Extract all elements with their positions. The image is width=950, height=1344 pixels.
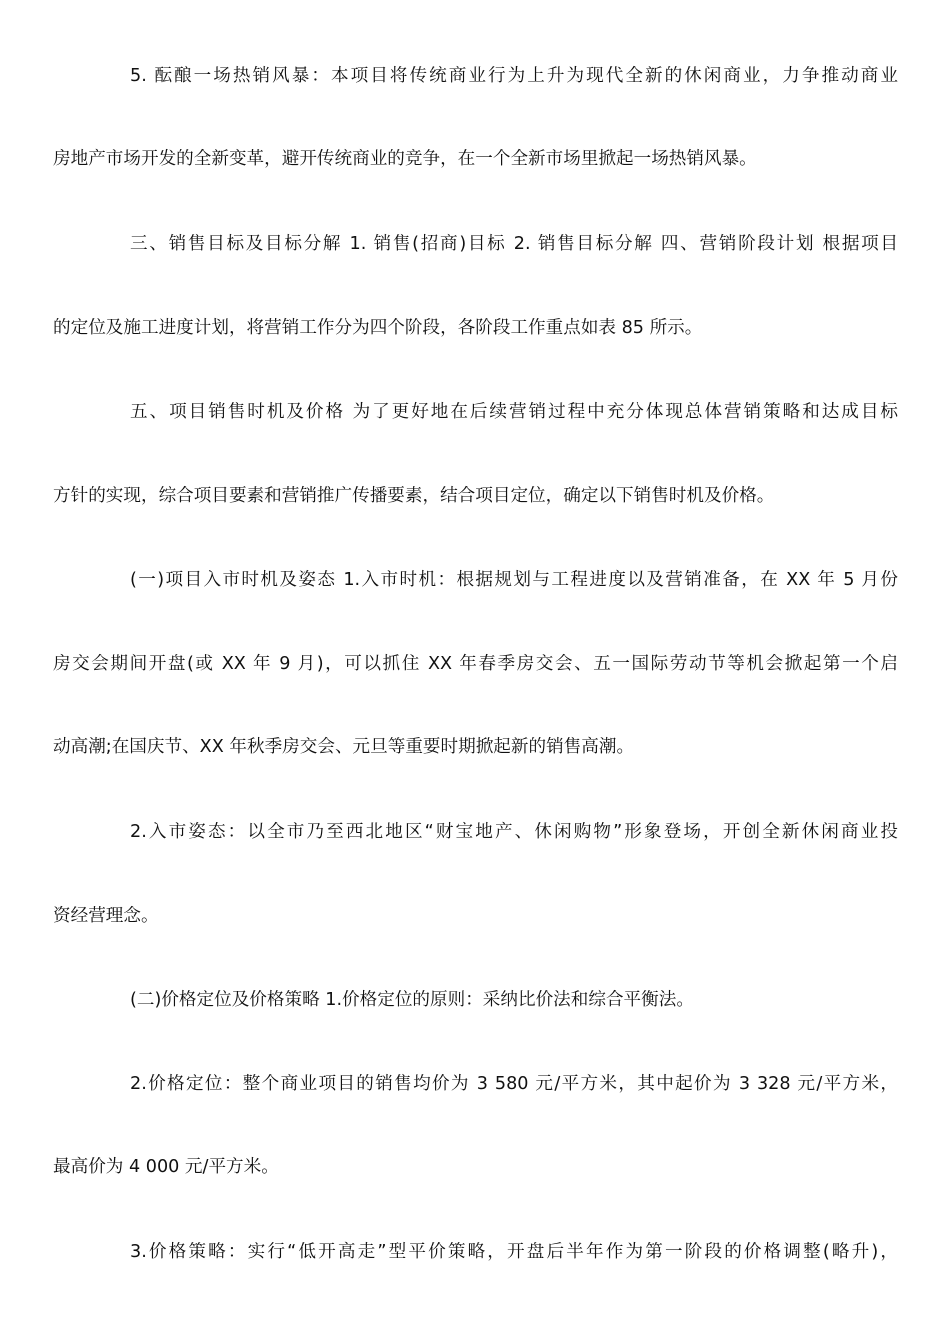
paragraph-1-line-1: 5. 酝酿一场热销风暴：本项目将传统商业行为上升为现代全新的休闲商业，力争推动商业 [130,66,898,86]
paragraph-7-line-1: 2.价格定位：整个商业项目的销售均价为 3 580 元/平方米，其中起价为 3 328 元/平方米， [130,1074,898,1094]
paragraph-2-line-1: 三、销售目标及目标分解 1. 销售(招商)目标 2. 销售目标分解 四、营销阶段计划 根据项目 [130,234,898,254]
paragraph-2-line-2: 的定位及施工进度计划，将营销工作分为四个阶段，各阶段工作重点如表 85 所示。 [53,318,703,338]
paragraph-1-line-2: 房地产市场开发的全新变革，避开传统商业的竞争，在一个全新市场里掀起一场热销风暴。 [53,149,757,169]
paragraph-5-line-1: 2.入市姿态：以全市乃至西北地区“财宝地产、休闲购物”形象登场，开创全新休闲商业投 [130,822,898,842]
paragraph-6-line-1: (二)价格定位及价格策略 1.价格定位的原则：采纳比价法和综合平衡法。 [130,990,694,1010]
paragraph-3-line-2: 方针的实现，综合项目要素和营销推广传播要素，结合项目定位，确定以下销售时机及价格。 [53,486,775,506]
paragraph-4-line-3: 动高潮;在国庆节、XX 年秋季房交会、元旦等重要时期掀起新的销售高潮。 [53,737,635,757]
paragraph-4-line-2: 房交会期间开盘(或 XX 年 9 月)，可以抓住 XX 年春季房交会、五一国际劳动节等机会掀起第一个启 [53,654,898,674]
paragraph-5-line-2: 资经营理念。 [53,906,159,926]
paragraph-4-line-1: (一)项目入市时机及姿态 1.入市时机：根据规划与工程进度以及营销准备，在 XX 年 5 月份 [130,570,898,590]
paragraph-7-line-2: 最高价为 4 000 元/平方米。 [53,1157,279,1177]
paragraph-3-line-1: 五、项目销售时机及价格 为了更好地在后续营销过程中充分体现总体营销策略和达成目标 [130,402,898,422]
paragraph-8-line-1: 3.价格策略：实行“低开高走”型平价策略，开盘后半年作为第一阶段的价格调整(略升)， [130,1242,898,1262]
